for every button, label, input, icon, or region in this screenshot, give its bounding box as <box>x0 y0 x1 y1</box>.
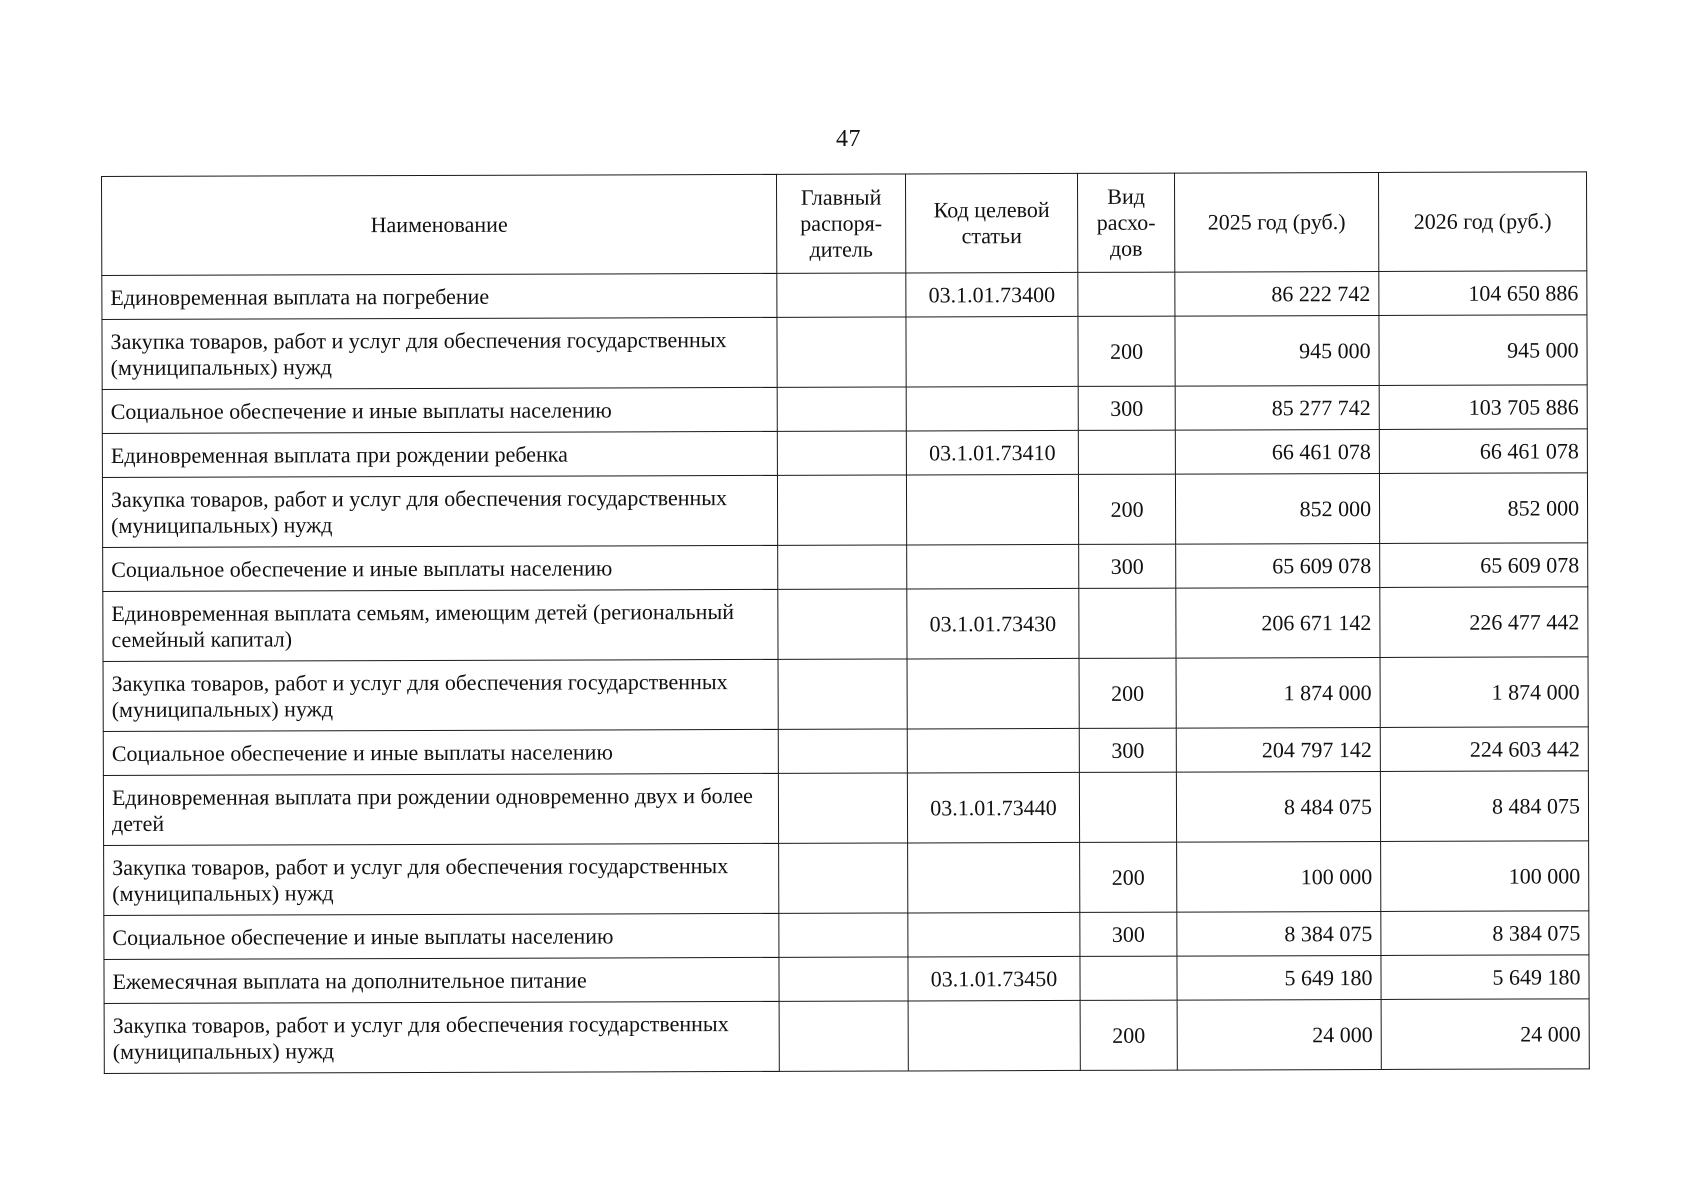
table-row <box>103 543 1588 592</box>
cell-manager <box>778 589 907 659</box>
cell-code: 03.1.01.73440 <box>907 772 1079 843</box>
cell-2025: 86 222 742 <box>1175 271 1379 316</box>
cell-kind: 200 <box>1080 842 1177 912</box>
cell-code <box>908 912 1080 957</box>
header-kind: Вид расхо-дов <box>1077 173 1174 272</box>
cell-name: Ежемесячная выплата на дополнительное питание <box>104 957 779 1003</box>
cell-code <box>907 544 1079 589</box>
cell-name: Закупка товаров, работ и услуг для обеспечения государственных (муниципальных) нужд <box>102 317 777 389</box>
budget-table <box>101 171 1590 1074</box>
cell-kind: 300 <box>1079 728 1176 772</box>
cell-2025: 85 277 742 <box>1175 385 1379 430</box>
table-body <box>102 271 1589 1074</box>
cell-2026: 1 874 000 <box>1380 657 1588 728</box>
cell-manager <box>779 957 908 1001</box>
cell-2025: 100 000 <box>1177 841 1381 912</box>
cell-2026: 104 650 886 <box>1379 271 1587 316</box>
cell-code <box>907 728 1079 773</box>
cell-name: Закупка товаров, работ и услуг для обеспечения государственных (муниципальных) нужд <box>102 475 777 547</box>
table-row <box>102 473 1587 548</box>
cell-name: Социальное обеспечение и иные выплаты населению <box>103 545 778 591</box>
cell-2026: 226 477 442 <box>1380 587 1588 658</box>
cell-manager <box>779 843 908 913</box>
cell-code: 03.1.01.73410 <box>906 430 1078 475</box>
cell-2025: 206 671 142 <box>1176 587 1380 658</box>
cell-name: Единовременная выплата на погребение <box>102 273 777 319</box>
cell-manager <box>778 545 907 589</box>
cell-2026: 103 705 886 <box>1379 385 1587 430</box>
cell-kind <box>1079 588 1176 658</box>
cell-code: 03.1.01.73400 <box>906 272 1078 317</box>
cell-kind: 200 <box>1078 316 1175 386</box>
cell-code <box>908 842 1080 913</box>
cell-2026: 24 000 <box>1381 999 1589 1070</box>
table-row <box>103 587 1588 662</box>
cell-code <box>906 316 1078 387</box>
cell-name: Единовременная выплата при рождении ребенка <box>102 431 777 477</box>
cell-2025: 65 609 078 <box>1176 543 1380 588</box>
table-row <box>103 727 1588 776</box>
cell-2026: 100 000 <box>1381 841 1589 912</box>
cell-code <box>906 386 1078 431</box>
cell-code: 03.1.01.73450 <box>908 956 1080 1001</box>
table-row <box>104 955 1589 1004</box>
cell-2026: 66 461 078 <box>1379 429 1587 474</box>
cell-2026: 8 384 075 <box>1381 911 1589 956</box>
cell-kind <box>1079 772 1176 842</box>
header-manager: Главный распоря-дитель <box>776 174 905 273</box>
cell-2025: 66 461 078 <box>1175 429 1379 474</box>
table-row <box>104 841 1589 916</box>
table-header-row <box>102 172 1587 276</box>
budget-table-container <box>101 171 1589 1074</box>
cell-manager <box>777 475 906 545</box>
cell-kind <box>1080 956 1177 1000</box>
table-row <box>104 999 1589 1074</box>
cell-name: Закупка товаров, работ и услуг для обеспечения государственных (муниципальных) нужд <box>104 843 779 915</box>
cell-2026: 224 603 442 <box>1380 727 1588 772</box>
cell-2025: 204 797 142 <box>1176 727 1380 772</box>
cell-manager <box>777 431 906 475</box>
table-row <box>102 315 1587 390</box>
cell-kind: 200 <box>1080 1000 1177 1070</box>
cell-code <box>908 1000 1080 1071</box>
cell-code <box>906 474 1078 545</box>
header-code: Код целевой статьи <box>905 173 1077 273</box>
header-2026: 2026 год (руб.) <box>1378 172 1586 272</box>
cell-kind <box>1078 272 1175 316</box>
cell-2026: 65 609 078 <box>1380 543 1588 588</box>
cell-name: Закупка товаров, работ и услуг для обеспечения государственных (муниципальных) нужд <box>103 659 778 731</box>
cell-kind: 300 <box>1078 386 1175 430</box>
cell-2025: 8 384 075 <box>1177 911 1381 956</box>
table-row <box>102 429 1587 478</box>
cell-manager <box>778 773 907 843</box>
cell-2026: 8 484 075 <box>1380 771 1588 842</box>
header-name: Наименование <box>102 174 777 275</box>
cell-2026: 5 649 180 <box>1381 955 1589 1000</box>
cell-2025: 1 874 000 <box>1176 657 1380 728</box>
cell-manager <box>779 1001 908 1071</box>
cell-kind: 300 <box>1080 912 1177 956</box>
cell-2025: 24 000 <box>1177 999 1381 1070</box>
cell-name: Социальное обеспечение и иные выплаты населению <box>103 729 778 775</box>
cell-manager <box>777 273 906 317</box>
cell-manager <box>778 659 907 729</box>
cell-2025: 945 000 <box>1175 315 1379 386</box>
cell-2025: 5 649 180 <box>1177 955 1381 1000</box>
cell-kind: 200 <box>1079 658 1176 728</box>
page-number: 47 <box>836 126 861 152</box>
table-row <box>103 771 1588 846</box>
cell-manager <box>777 387 906 431</box>
cell-manager <box>778 729 907 773</box>
cell-name: Единовременная выплата семьям, имеющим детей (региональный семейный капитал) <box>103 589 778 661</box>
cell-code: 03.1.01.73430 <box>907 588 1079 659</box>
table-row <box>102 385 1587 434</box>
cell-manager <box>777 317 906 387</box>
cell-2026: 852 000 <box>1379 473 1587 544</box>
cell-name: Закупка товаров, работ и услуг для обеспечения государственных (муниципальных) нужд <box>104 1001 779 1073</box>
table-row <box>103 657 1588 732</box>
cell-2026: 945 000 <box>1379 315 1587 386</box>
cell-2025: 852 000 <box>1175 473 1379 544</box>
cell-name: Единовременная выплата при рождении одновременно двух и более детей <box>103 773 778 845</box>
cell-manager <box>779 913 908 957</box>
cell-name: Социальное обеспечение и иные выплаты населению <box>102 387 777 433</box>
cell-2025: 8 484 075 <box>1176 771 1380 842</box>
cell-kind: 300 <box>1079 544 1176 588</box>
cell-code <box>907 658 1079 729</box>
cell-name: Социальное обеспечение и иные выплаты населению <box>104 913 779 959</box>
header-2025: 2025 год (руб.) <box>1174 172 1378 272</box>
table-row <box>104 911 1589 960</box>
cell-kind: 200 <box>1078 474 1175 544</box>
table-row <box>102 271 1587 320</box>
cell-kind <box>1078 430 1175 474</box>
